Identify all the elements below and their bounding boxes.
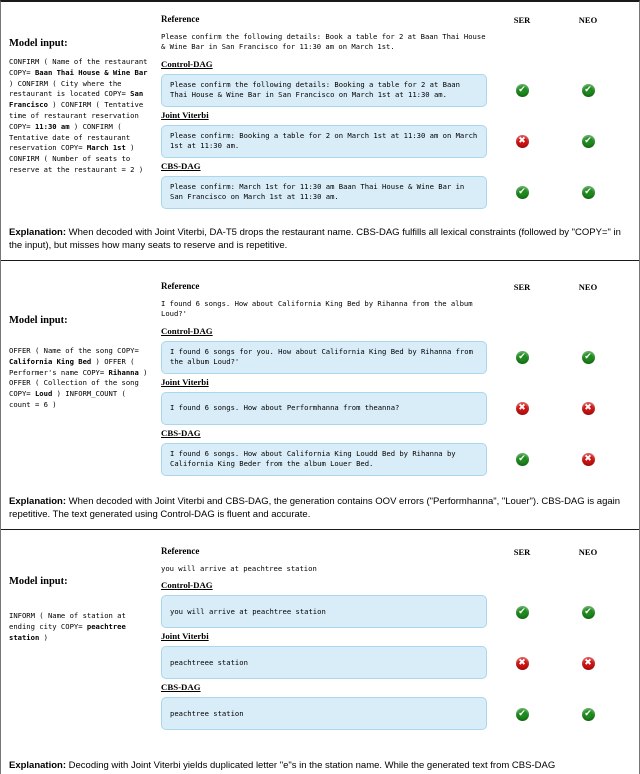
neo-status-icon: ✔ (582, 186, 595, 199)
neo-status-cell (557, 441, 619, 479)
explanation-text: Decoding with Joint Viterbi yields duplicated letter "e"s in the station name. While the generated text from CBS-DAG (68, 760, 556, 772)
ser-column-header: SER (513, 15, 531, 25)
explanation-text: When decoded with Joint Viterbi and CBS-DAG, the generation contains OOV errors ("Performhanna", "Louer"). CBS-DAG is again repetitive. The text generated using Control-DAG is fluent and accurate. (9, 496, 621, 521)
output-text: peachtree station (161, 697, 487, 730)
method-label-joint-viterbi: Joint Viterbi (161, 376, 209, 387)
neo-status-cell (557, 593, 619, 631)
output-box (161, 593, 487, 631)
ser-status-icon: ✔ (516, 84, 529, 97)
neo-status-icon: ✔ (582, 606, 595, 619)
example-section-2 (1, 261, 639, 530)
output-text: Please confirm: March 1st for 11:30 am Baan Thai House & Wine Bar in San Francisco on March 1st at 11:30 am. (161, 176, 487, 209)
output-text: Please confirm the following details: Booking a table for 2 at Baan Thai House & Wine Bar in San Francisco on March 1st at 11:30 am. (161, 74, 487, 107)
output-text: Please confirm: Booking a table for 2 on March 1st at 11:30 am on March 1st at 11:30 am. (161, 125, 487, 158)
output-box (161, 695, 487, 733)
ser-status-icon: ✔ (516, 606, 529, 619)
neo-status-icon: ✖ (582, 402, 595, 415)
method-label-joint-viterbi: Joint Viterbi (161, 631, 209, 642)
method-label-control-dag: Control-DAG (161, 580, 213, 591)
ser-status-icon: ✔ (516, 708, 529, 721)
model-input-text: CONFIRM ( Name of the restaurant COPY= Baan Thai House & Wine Bar ) CONFIRM ( City where the restaurant is located COPY= San Francisco ) CONFIRM ( Tentative time of restaurant reservation COPY= 11:30 am ) CONFIRM ( Tentative date of restaurant reservation COPY= March 1st ) CONFIRM ( Number of seats to reserve at the restaurant = 2 ) (9, 57, 148, 174)
model-input-text: INFORM ( Name of station at ending city COPY= peachtree station ) (9, 611, 126, 642)
neo-status-cell (557, 390, 619, 428)
neo-status-cell (557, 644, 619, 682)
output-box (161, 174, 487, 212)
neo-status-cell (557, 123, 619, 161)
model-input-column (9, 12, 161, 212)
ser-status-cell (487, 441, 557, 479)
ser-status-cell (487, 72, 557, 110)
model-input-label: Model input: (9, 576, 68, 587)
method-label-cbs-dag: CBS-DAG (161, 682, 201, 693)
output-box (161, 441, 487, 479)
neo-status-icon: ✔ (582, 351, 595, 364)
output-text: I found 6 songs for you. How about California King Bed by Rihanna from the album Loud?' (161, 341, 487, 374)
ser-status-icon: ✖ (516, 402, 529, 415)
reference-label: Reference (161, 14, 200, 24)
ser-status-cell (487, 644, 557, 682)
method-label-joint-viterbi: Joint Viterbi (161, 109, 209, 120)
model-input-column (9, 544, 161, 733)
output-box (161, 644, 487, 682)
reference-text: Please confirm the following details: Book a table for 2 at Baan Thai House & Wine Bar in San Francisco for 11:30 am on March 1st. (161, 32, 486, 52)
method-label-cbs-dag: CBS-DAG (161, 427, 201, 438)
example-section-1 (1, 2, 639, 261)
neo-status-cell (557, 339, 619, 377)
ser-status-icon: ✖ (516, 657, 529, 670)
neo-column-header: NEO (578, 282, 598, 292)
explanation-label: Explanation: (9, 227, 67, 239)
output-text: I found 6 songs. How about California King Loudd Bed by Rihanna by California King Beder from the album Louer Bed. (161, 443, 487, 476)
output-text: peachtreee station (161, 646, 487, 679)
neo-status-icon: ✖ (582, 453, 595, 466)
reference-text: you will arrive at peachtree station (161, 564, 317, 573)
model-input-label: Model input: (9, 315, 68, 326)
method-label-cbs-dag: CBS-DAG (161, 160, 201, 171)
neo-status-cell (557, 174, 619, 212)
example-section-3 (1, 530, 639, 773)
reference-label: Reference (161, 281, 200, 291)
output-box (161, 339, 487, 377)
explanation (1, 496, 639, 529)
reference-label: Reference (161, 546, 200, 556)
neo-status-icon: ✔ (582, 135, 595, 148)
ser-status-icon: ✔ (516, 186, 529, 199)
neo-status-icon: ✔ (582, 84, 595, 97)
reference-text: I found 6 songs. How about California King Bed by Rihanna from the album Loud?' (161, 299, 473, 319)
neo-status-icon: ✔ (582, 708, 595, 721)
neo-status-cell (557, 72, 619, 110)
explanation-label: Explanation: (9, 496, 67, 508)
ser-status-icon: ✖ (516, 135, 529, 148)
method-label-control-dag: Control-DAG (161, 58, 213, 69)
explanation-text: When decoded with Joint Viterbi, DA-T5 drops the restaurant name. CBS-DAG fulfills all lexical constraints (followed by "COPY=" in the input), but misses how many seats to reserve and is repetitive. (9, 227, 621, 252)
output-text: I found 6 songs. How about Performhanna from theanna? (161, 392, 487, 425)
model-input-column (9, 279, 161, 479)
ser-status-cell (487, 695, 557, 733)
ser-status-cell (487, 123, 557, 161)
neo-column-header: NEO (578, 547, 598, 557)
model-input-text: OFFER ( Name of the song COPY= California King Bed ) OFFER ( Performer's name COPY= Rihanna ) OFFER ( Collection of the song COPY= Loud ) INFORM_COUNT ( count = 6 ) (9, 346, 148, 409)
output-box (161, 72, 487, 110)
explanation (1, 227, 639, 260)
ser-status-cell (487, 593, 557, 631)
ser-status-icon: ✔ (516, 351, 529, 364)
output-text: you will arrive at peachtree station (161, 595, 487, 628)
neo-column-header: NEO (578, 15, 598, 25)
output-box (161, 390, 487, 428)
neo-status-cell (557, 695, 619, 733)
ser-column-header: SER (513, 282, 531, 292)
ser-status-cell (487, 339, 557, 377)
neo-status-icon: ✖ (582, 657, 595, 670)
model-input-label: Model input: (9, 38, 68, 49)
ser-column-header: SER (513, 547, 531, 557)
output-box (161, 123, 487, 161)
explanation-label: Explanation: (9, 760, 67, 772)
explanation (1, 760, 639, 773)
method-label-control-dag: Control-DAG (161, 325, 213, 336)
ser-status-cell (487, 390, 557, 428)
ser-status-cell (487, 174, 557, 212)
ser-status-icon: ✔ (516, 453, 529, 466)
